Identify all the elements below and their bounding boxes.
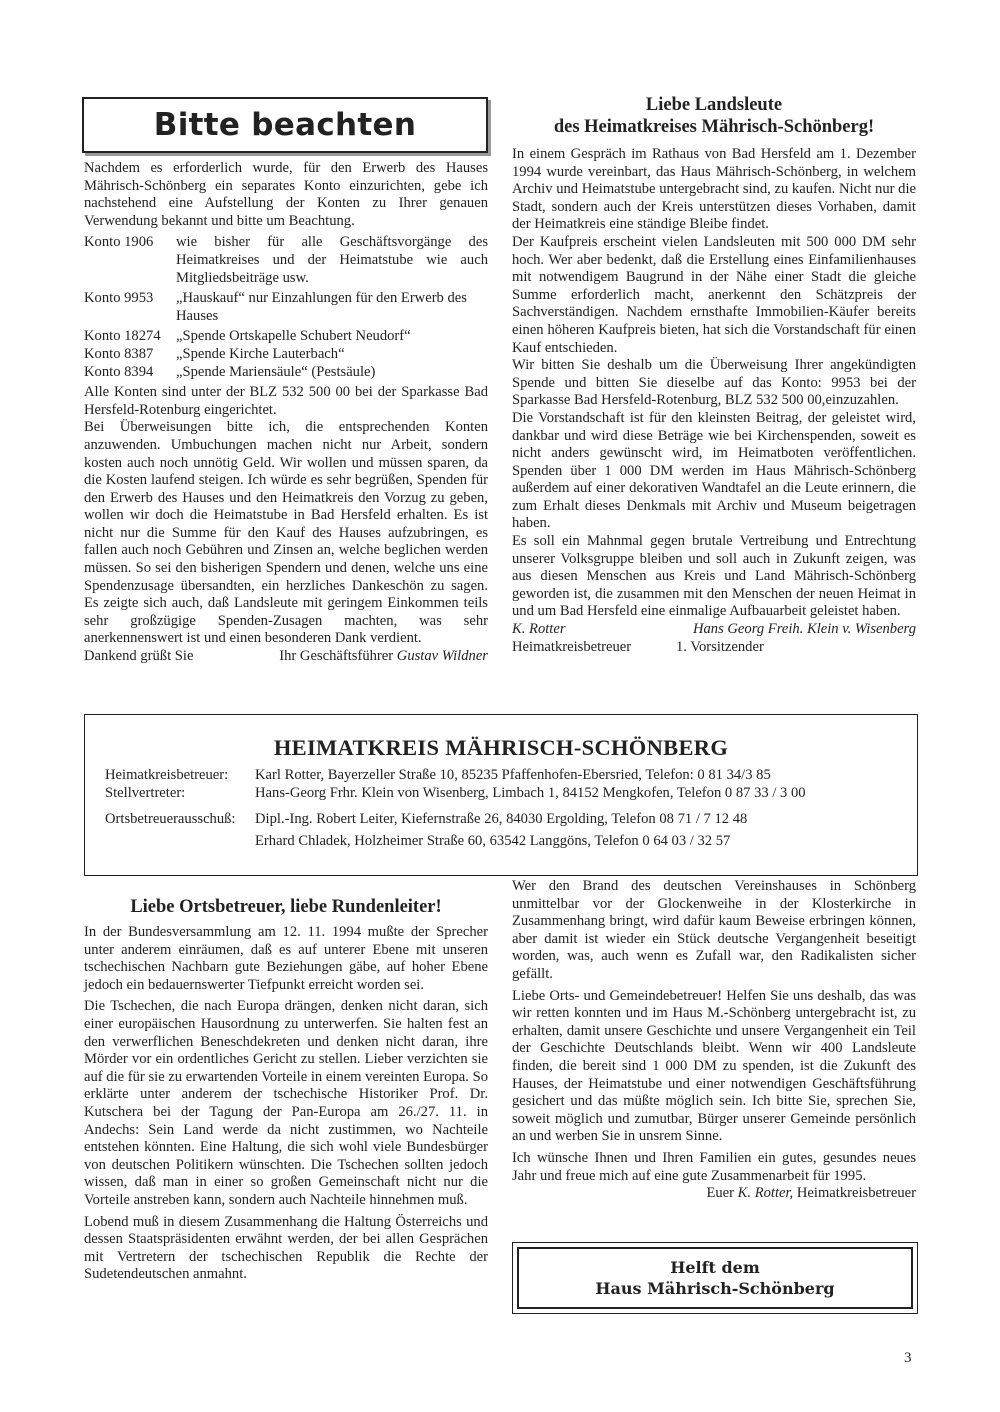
article-right-column xyxy=(512,878,916,1203)
contact-value: Erhard Chladek, Holzheimer Straße 60, 63542 Langgöns, Telefon 0 64 03 / 32 57 xyxy=(255,833,731,849)
contact-value: Karl Rotter, Bayerzeller Straße 10, 85235 Pfaffenhofen-Ebersried, Telefon: 0 81 34/3 85 xyxy=(255,767,771,783)
notice-closing: Dankend grüßt Sie xyxy=(84,648,194,665)
article-left-column xyxy=(84,896,488,1288)
article-paragraph: Lobend muß in diesem Zusammenhang die Haltung Österreichs und dessen Staatspräsidenten erwähnt werden, der bei allen Gesprächen mit Vertretern der tschechischen Republik die Rechte der Sudetendeutschen anmahnt. xyxy=(84,1213,488,1283)
contact-row xyxy=(105,785,806,803)
account-label: Konto 8387 xyxy=(84,345,154,362)
notice-signature xyxy=(84,648,488,666)
notice-body-paragraph: Bei Überweisungen bitte ich, die entsprechenden Konten anzuwenden. Umbuchungen machen nicht nur Arbeit, sondern kosten auch noch unnötig Geld. Wir wollen und müssen sparen, da die Kosten laufend steigen. Ich würde es sehr begrüßen, Spenden für den Erwerb des Hauses und den Heimatkreis den Vorzug zu geben, wollen wir doch die Heimatstube in Bad Hersfeld erhalten. Es ist nicht nur die Summe für den Kauf des Hauses aufzubringen, es fallen auch noch Gebühren und Zinsen an, welche beglichen werden müssen. So sei den bisherigen Spendern und denen, welche uns eine Spendenzusage übersandten, ein herzliches Dankeschön zu sagen. Es zeigte sich auch, daß Landsleute mit geringem Einkommen teils sehr großzügige Spenden-Zusagen machten, was sehr anerkennenswert ist und einen besonderen Dank verdient. xyxy=(84,419,488,647)
notice-column xyxy=(84,160,488,666)
article-sig-name: K. Rotter, xyxy=(737,1185,794,1202)
contact-row xyxy=(105,767,771,785)
letter-title-line1: Liebe Landsleute xyxy=(645,95,783,115)
notice-signer-role: Ihr Geschäftsführer xyxy=(279,648,394,665)
account-desc: „Spende Ortskapelle Schubert Neudorf“ xyxy=(176,328,411,345)
letter-paragraph: Die Vorstandschaft ist für den kleinsten Beitrag, der geleistet wird, dankbar und wird diese Beträge wie bei Kirchenspenden, soweit es nicht anders gewünscht wird, im Heimatboten veröffentlichen. Spenden über 1 000 DM werden im Haus Mährisch-Schönberg außerdem auf einer dekorativen Wandtafel an die Leute erinnern, die zum Erhalt dieses Denkmals mit Archiv und Museum beigetragen haben. xyxy=(512,409,916,532)
contacts-title: HEIMATKREIS MÄHRISCH-SCHÖNBERG xyxy=(273,735,729,760)
notice-title-banner xyxy=(82,97,488,153)
notice-bank-paragraph: Alle Konten sind unter der BLZ 532 500 00 bei der Sparkasse Bad Hersfeld-Rotenburg eingerichtet. xyxy=(84,384,488,418)
account-row xyxy=(84,328,488,346)
appeal-box xyxy=(512,1242,918,1314)
account-row xyxy=(84,364,488,382)
article-title: Liebe Ortsbetreuer, liebe Rundenleiter! xyxy=(130,897,442,917)
account-desc: „Hauskauf“ nur Einzahlungen für den Erwerb des Hauses xyxy=(176,290,467,324)
page-number: 3 xyxy=(904,1350,912,1366)
letter-column xyxy=(512,94,916,656)
article-paragraph: Die Tschechen, die nach Europa drängen, denken nicht daran, sich einer europäischen Hausordnung zu unterwerfen. Sie halten fest an den verwerflichen Beneschdekreten und denken nicht daran, ihre Mörder vor ein ordentliches Gericht zu stellen. Lieber verzichten sie auf die für sie zu erwartenden Vorteile in einem vereinten Europa. So erklärte unter anderem der tschechische Historiker Prof. Dr. Kutschera bei der Tagung der Pan-Europa am 26./27. 11. in Andechs: Sein Land werde da nicht zustimmen, wo Nachteile entstehen könnten. Eine Haltung, die sich wohl viele Bundesbürger von deutschen Politikern wünschten. Die Tschechen sollten jedoch wissen, daß man in einer so großen Gemeinschaft nicht nur die Vorteile anstreben kann, sondern auch Nachteile hinnehmen muß. xyxy=(84,998,488,1208)
article-signature xyxy=(512,1185,916,1203)
article-paragraph: Ich wünsche Ihnen und Ihren Familien ein gutes, gesundes neues Jahr und freue mich auf eine gute Zusammenarbeit für 1995. xyxy=(512,1149,916,1184)
contact-row xyxy=(105,833,730,851)
letter-sig2-role: 1. Vorsitzender xyxy=(676,638,764,655)
account-label: Konto 8394 xyxy=(84,363,154,380)
article-sig-role: Heimatkreisbetreuer xyxy=(796,1185,916,1202)
account-label: Konto 1906 xyxy=(84,234,154,251)
letter-sig1-name: K. Rotter xyxy=(512,621,566,638)
account-label: Konto 18274 xyxy=(84,328,161,345)
letter-sig1-role: Heimatkreisbetreuer xyxy=(512,638,632,655)
letter-signatures xyxy=(512,621,916,656)
article-paragraph: Wer den Brand des deutschen Vereinshauses in Schönberg unmittelbar vor der Glockenweihe in der Klosterkirche in Zusammenhang bringt, wird dafür kaum Beweise erbringen können, aber damit ist wieder ein Stück deutsche Vergangenheit beseitigt worden, was, auch wenn es Zufall war, den Radikalisten sicher gefällt. xyxy=(512,878,916,982)
notice-signer xyxy=(279,648,488,666)
article-paragraph: In der Bundesversammlung am 12. 11. 1994 mußte der Sprecher unter anderem einräumen, daß es auf unterer Ebene mit unseren tschechischen Nachbarn gute Beziehungen gäbe, auf hoher Ebene jedoch ein bedauernswerter Tiefpunkt erreicht worden sei. xyxy=(84,924,488,993)
notice-intro: Nachdem es erforderlich wurde, für den Erwerb des Hauses Mährisch-Schönberg ein separates Konto einzurichten, gebe ich nachstehend eine Aufstellung der Konten zu Ihrer genauen Verwendung bekannt und bitte um Beachtung. xyxy=(84,160,488,229)
account-desc: wie bisher für alle Geschäftsvorgänge des Heimatkreises und der Heimatstube wie auch Mitgliedsbeiträge usw. xyxy=(176,234,488,286)
account-label: Konto 9953 xyxy=(84,290,154,307)
contacts-box xyxy=(84,714,918,876)
article-paragraph: Liebe Orts- und Gemeindebetreuer! Helfen Sie uns deshalb, das was wir retten konnten und im Haus M.-Schönberg untergebracht ist, zu erhalten, damit unsere Geschichte und unsere Vergangenheit ein Teil der Geschichte Deutschlands bleibt. Wenn wir 400 Landsleute finden, die bereit sind 1 000 DM zu spenden, ist die Zukunft des Hauses, der Heimatstube und einer notwendigen Geschäftsführung gesichert und das müßte möglich sein. Ich bitte Sie, sprechen Sie, soweit möglich und zumutbar, Bürger unserer Gemeinde persönlich an und werben Sie in unsrem Sinne. xyxy=(512,987,916,1145)
account-row xyxy=(84,290,488,325)
contact-value: Hans-Georg Frhr. Klein von Wisenberg, Limbach 1, 84152 Mengkofen, Telefon 0 87 33 / 3 00 xyxy=(255,785,806,801)
contact-row xyxy=(105,811,747,829)
letter-paragraph: Es soll ein Mahnmal gegen brutale Vertreibung und Entrechtung unserer Volksgruppe bleiben und soll auch in Zukunft zeigen, was aus diesen Menschen aus Kreis und Land Mährisch-Schönberg geworden ist, die zusammen mit den Menschen der neuen Heimat in und um Bad Hersfeld eine einmalige Aufbauarbeit geleistet haben. xyxy=(512,533,916,620)
letter-title-line2: des Heimatkreises Mährisch-Schönberg! xyxy=(553,117,875,137)
contact-label: Stellvertreter: xyxy=(105,785,186,801)
appeal-line1: Helft dem xyxy=(670,1258,760,1277)
contact-value: Dipl.-Ing. Robert Leiter, Kiefernstraße 26, 84030 Ergolding, Telefon 08 71 / 7 12 48 xyxy=(255,811,748,827)
letter-paragraph: In einem Gespräch im Rathaus von Bad Hersfeld am 1. Dezember 1994 wurde vereinbart, das Haus Mährisch-Schönberg, in welchem Archiv und Heimatstube untergebracht sind, zu kaufen. Nicht nur die Stadt, sondern auch der Kreis unterstützen dieses Vorhaben, damit der Heimatkreis eine ständige Bleibe findet. xyxy=(512,146,916,233)
contact-label: Heimatkreisbetreuer: xyxy=(105,767,229,783)
appeal-inner xyxy=(517,1247,913,1309)
letter-paragraph: Der Kaufpreis erscheint vielen Landsleuten mit 500 000 DM sehr hoch. Wer aber bedenkt, daß die Erstellung eines Einfamilienhauses mit notwendigem Baugrund in der Nähe einer Stadt die gleiche Summe erforderlich macht, anerkennt den Schätzpreis der Sachverständigen. Nachdem ernsthafte Immobilien-Käufer bereits einen höheren Kaufpreis bieten, hat sich die Vorstandschaft für einen Kauf entschieden. xyxy=(512,233,916,356)
account-desc: „Spende Mariensäule“ (Pestsäule) xyxy=(176,363,376,380)
article-sig-prefix: Euer xyxy=(706,1185,735,1202)
contact-label: Ortsbetreuerausschuß: xyxy=(105,811,236,827)
account-desc: „Spende Kirche Lauterbach“ xyxy=(176,345,345,362)
account-row xyxy=(84,346,488,364)
letter-paragraph: Wir bitten Sie deshalb um die Überweisung Ihrer angekündigten Spende und bitten Sie dieselbe auf das Konto: 9953 bei der Sparkasse Bad Hersfeld-Rotenburg, BLZ 532 500 00,einzuzahlen. xyxy=(512,357,916,409)
appeal-line2: Haus Mährisch-Schönberg xyxy=(595,1279,835,1298)
account-row xyxy=(84,234,488,287)
contact-label xyxy=(105,833,255,851)
notice-title: Bitte beachten xyxy=(153,107,417,143)
notice-signer-name: Gustav Wildner xyxy=(396,648,488,665)
letter-sig2-name: Hans Georg Freih. Klein v. Wisenberg xyxy=(692,621,916,638)
